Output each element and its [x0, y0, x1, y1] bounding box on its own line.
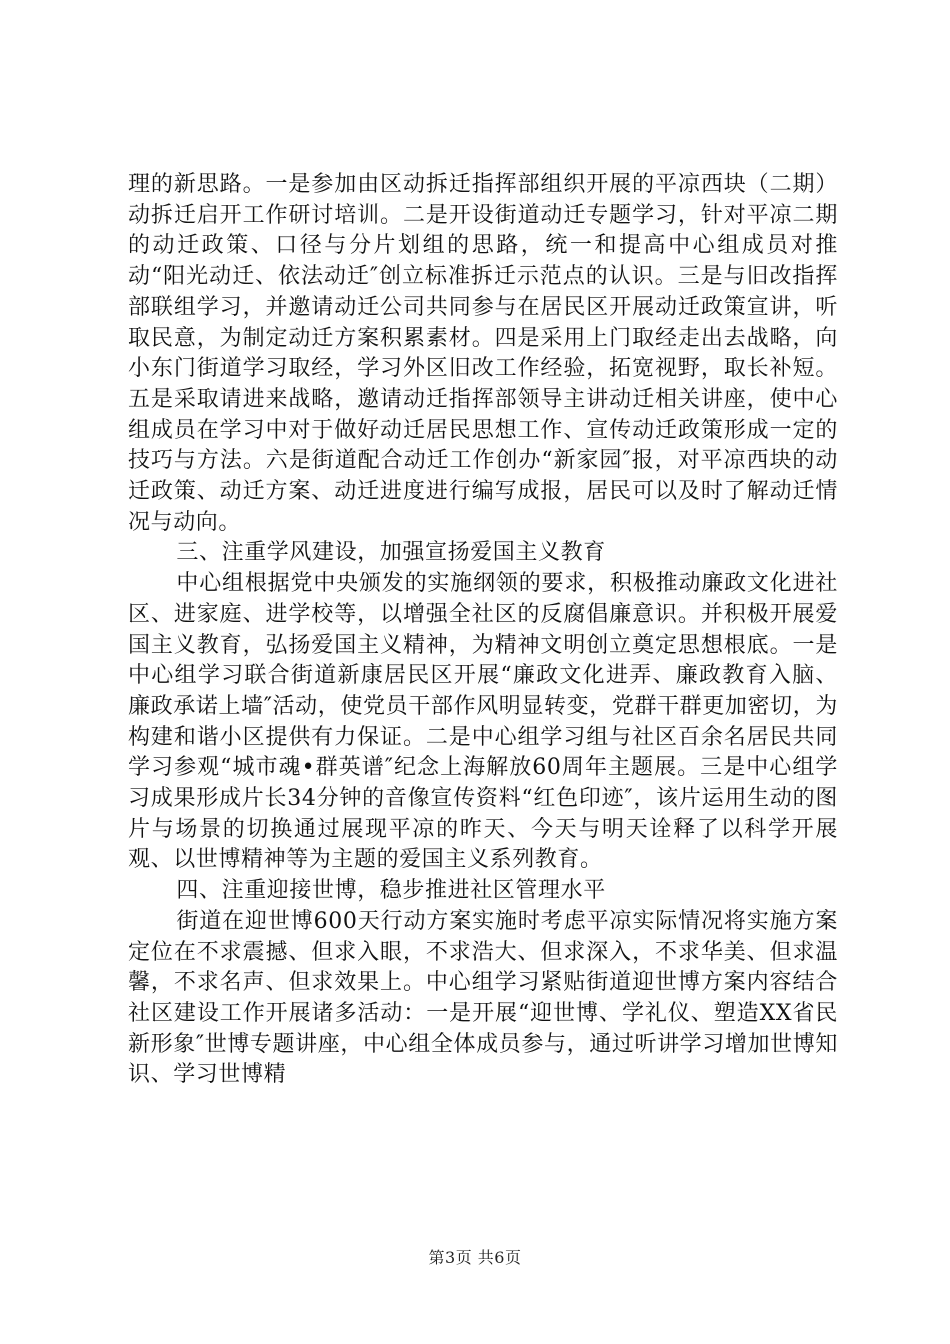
page-number-footer: 第3页 共6页 — [428, 1248, 522, 1267]
document-body — [128, 170, 838, 1091]
paragraph-section-3-body: 中心组根据党中央颁发的实施纲领的要求，积极推动廉政文化进社区、进家庭、进学校等，以增强全社区的反腐倡廉意识。并积极开展爱国主义教育，弘扬爱国主义精神，为精神文明创立奠定思想根底。一是中心组学习联合街道新康居民区开展“廉政文化进弄、廉政教育入脑、廉政承诺上墙″活动，使党员干部作风明显转变，党群干群更加密切，为构建和谐小区提供有力保证。二是中心组学习组与社区百余名居民共同学习参观“城市魂•群英谱″纪念上海解放60周年主题展。三是中心组学习成果形成片长34分钟的音像宣传资料“红色印迹″，该片运用生动的图片与场景的切换通过展现平凉的昨天、今天与明天诠释了以科学开展观、以世博精神等为主题的爱国主义系列教育。 — [128, 571, 838, 873]
paragraph-continuation: 理的新思路。一是参加由区动拆迁指挥部组织开展的平凉西块（二期）动拆迁启开工作研讨培训。二是开设街道动迁专题学习，针对平凉二期的动迁政策、口径与分片划组的思路，统一和提高中心组成员对推动“阳光动迁、依法动迁″创立标准拆迁示范点的认识。三是与旧改指挥部联组学习，并邀请动迁公司共同参与在居民区开展动迁政策宣讲，听取民意，为制定动迁方案积累素材。四是采用上门取经走出去战略，向小东门街道学习取经，学习外区旧改工作经验，拓宽视野，取长补短。五是采取请进来战略，邀请动迁指挥部领导主讲动迁相关讲座，使中心组成员在学习中对于做好动迁居民思想工作、宣传动迁政策形成一定的技巧与方法。六是街道配合动迁工作创办“新家园″报，对平凉西块的动迁政策、动迁方案、动迁进度进行编写成报，居民可以及时了解动迁情况与动向。 — [128, 172, 838, 535]
section-heading-3: 三、注重学风建设，加强宣扬爱国主义教育 — [176, 540, 606, 566]
section-heading-4: 四、注重迎接世博，稳步推进社区管理水平 — [176, 878, 606, 904]
paragraph-section-4-body: 街道在迎世博600天行动方案实施时考虑平凉实际情况将实施方案定位在不求震撼、但求入眼，不求浩大、但求深入，不求华美、但求温馨，不求名声、但求效果上。中心组学习紧贴街道迎世博方案内容结合社区建设工作开展诸多活动：一是开展“迎世博、学礼仪、塑造XX省民新形象″世博专题讲座，中心组全体成员参与，通过听讲学习增加世博知识、学习世博精 — [128, 908, 838, 1088]
